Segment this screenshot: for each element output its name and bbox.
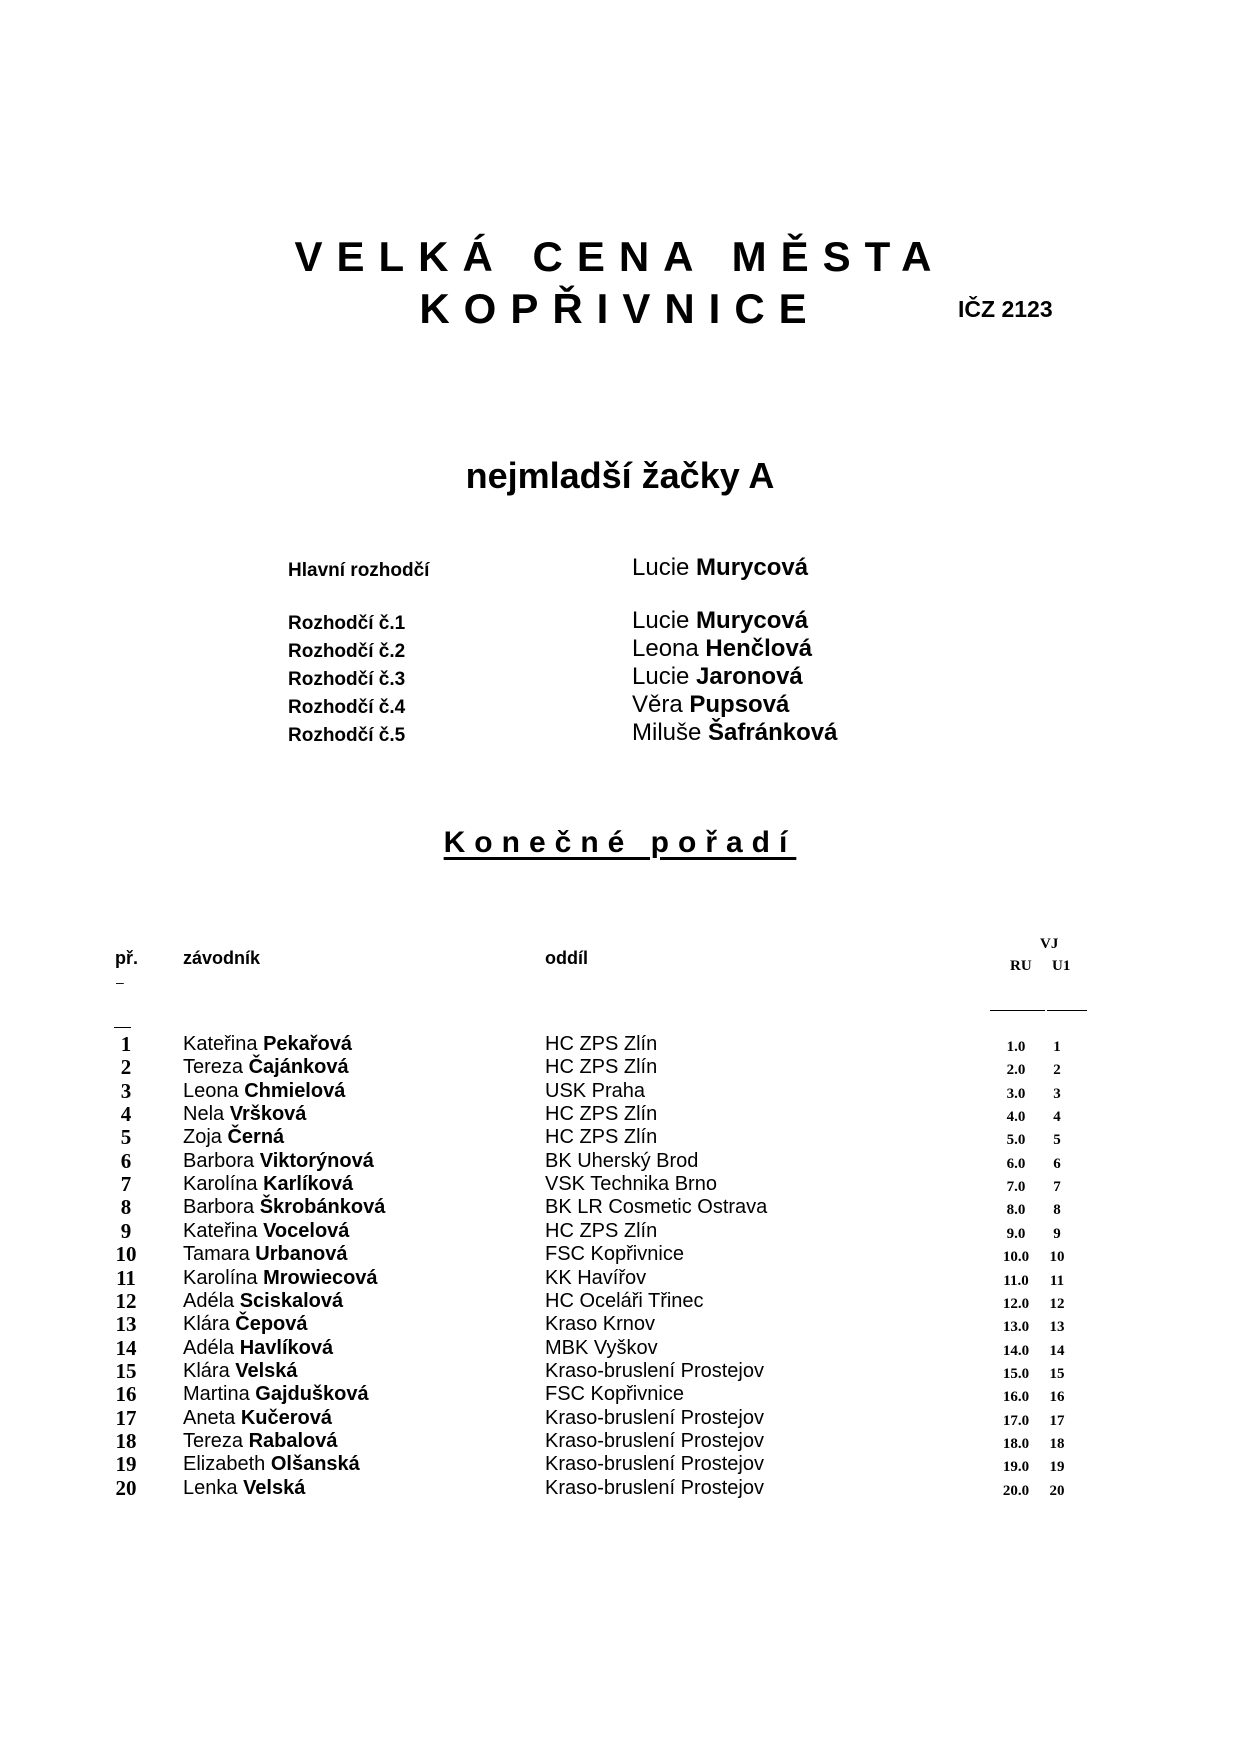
table-row (0, 1360, 1240, 1383)
u1-cell: 16 (1049, 1389, 1065, 1406)
skater-name-cell (183, 1080, 345, 1103)
club-cell: Kraso-bruslení Prostejov (545, 1429, 764, 1452)
club-cell: Kraso-bruslení Prostejov (545, 1359, 764, 1382)
header-rule-ru (990, 1010, 1045, 1011)
referee-first-name: Lucie (632, 554, 690, 581)
referee-last-name: Šafránková (708, 719, 838, 746)
header-rule-pos (114, 1027, 131, 1028)
skater-name-cell (183, 1103, 306, 1126)
skater-name-cell (183, 1290, 343, 1313)
column-header-group: VJ (1040, 936, 1059, 952)
skater-last-name: Velská (243, 1476, 306, 1499)
skater-last-name: Čepová (235, 1313, 308, 1336)
column-header-u1: U1 (1052, 958, 1071, 974)
table-row (0, 1150, 1240, 1173)
ru-cell: 7.0 (1006, 1179, 1026, 1196)
skater-name-cell (183, 1056, 349, 1079)
judge-name (632, 719, 837, 747)
rank-cell: 8 (120, 1195, 132, 1220)
table-row (0, 1453, 1240, 1476)
chief-referee-role: Hlavní rozhodčí (288, 560, 430, 581)
rank-cell: 18 (115, 1428, 137, 1453)
skater-first-name: Nela (183, 1103, 225, 1126)
table-row (0, 1407, 1240, 1430)
skater-name-cell (183, 1267, 378, 1290)
ru-cell: 13.0 (1002, 1319, 1030, 1336)
u1-cell: 8 (1053, 1202, 1061, 1219)
club-cell: USK Praha (545, 1079, 646, 1102)
u1-cell: 2 (1053, 1062, 1061, 1079)
ru-cell: 9.0 (1006, 1225, 1026, 1242)
u1-cell: 20 (1049, 1482, 1065, 1499)
table-row (0, 1290, 1240, 1313)
skater-first-name: Aneta (183, 1406, 236, 1429)
table-row (0, 1337, 1240, 1360)
u1-cell: 17 (1049, 1412, 1065, 1429)
skater-first-name: Klára (183, 1313, 230, 1336)
u1-cell: 7 (1053, 1179, 1061, 1196)
skater-first-name: Kateřina (183, 1219, 258, 1242)
u1-cell: 10 (1049, 1249, 1065, 1266)
referee-last-name: Pupsová (689, 691, 790, 718)
judge-name (632, 663, 803, 691)
referee-first-name: Lucie (632, 607, 690, 634)
category-title: nejmladší žačky A (465, 455, 775, 496)
club-cell: FSC Kopřivnice (545, 1243, 684, 1266)
skater-last-name: Velská (235, 1359, 298, 1382)
skater-name-cell (183, 1430, 338, 1453)
skater-last-name: Rabalová (248, 1429, 338, 1452)
ru-cell: 11.0 (1003, 1272, 1029, 1289)
rank-cell: 17 (115, 1405, 137, 1430)
skater-name-cell (183, 1477, 305, 1500)
skater-name-cell (183, 1313, 308, 1336)
u1-cell: 12 (1049, 1295, 1065, 1312)
u1-cell: 5 (1053, 1132, 1061, 1149)
referee-last-name: Henčlová (705, 635, 813, 662)
rank-cell: 1 (120, 1032, 132, 1056)
table-row (0, 1430, 1240, 1453)
rank-cell: 5 (120, 1125, 132, 1150)
skater-first-name: Barbora (183, 1149, 255, 1172)
rank-cell: 3 (120, 1078, 132, 1103)
referee-last-name: Murycová (696, 607, 809, 634)
header-dash: – (116, 974, 124, 990)
skater-last-name: Urbanová (255, 1243, 348, 1266)
table-row (0, 1477, 1240, 1500)
skater-last-name: Škrobánková (259, 1196, 386, 1219)
skater-name-cell (183, 1337, 333, 1360)
skater-last-name: Vocelová (263, 1219, 350, 1242)
skater-first-name: Adéla (183, 1336, 235, 1359)
ru-cell: 18.0 (1002, 1435, 1030, 1452)
skater-name-cell (183, 1220, 349, 1243)
ru-cell: 14.0 (1002, 1342, 1030, 1359)
judge-role: Rozhodčí č.5 (288, 725, 406, 746)
table-row (0, 1383, 1240, 1406)
referee-first-name: Lucie (632, 663, 690, 690)
referee-last-name: Jaronová (696, 663, 803, 690)
skater-last-name: Sciskalová (239, 1289, 344, 1312)
skater-first-name: Tereza (183, 1056, 244, 1079)
skater-last-name: Vršková (229, 1103, 307, 1126)
club-cell: HC Oceláři Třinec (545, 1289, 704, 1312)
u1-cell: 6 (1053, 1155, 1061, 1172)
skater-name-cell (183, 1407, 332, 1430)
u1-cell: 11 (1049, 1272, 1065, 1289)
club-cell: Kraso-bruslení Prostejov (545, 1453, 764, 1476)
table-row (0, 1080, 1240, 1103)
u1-cell: 4 (1053, 1109, 1061, 1126)
skater-name-cell (183, 1243, 348, 1266)
club-cell: FSC Kopřivnice (545, 1383, 684, 1406)
chief-referee-name (632, 554, 808, 582)
table-row (0, 1103, 1240, 1126)
club-cell: Kraso-bruslení Prostejov (545, 1476, 764, 1499)
club-cell: Kraso-bruslení Prostejov (545, 1406, 764, 1429)
ru-cell: 5.0 (1006, 1132, 1026, 1149)
judge-name (632, 691, 789, 719)
judge-name (632, 635, 812, 663)
ru-cell: 6.0 (1006, 1155, 1026, 1172)
ru-cell: 17.0 (1002, 1412, 1030, 1429)
skater-first-name: Karolína (183, 1266, 258, 1289)
rank-cell: 20 (115, 1475, 137, 1500)
skater-first-name: Elizabeth (183, 1453, 266, 1476)
club-cell: HC ZPS Zlín (545, 1126, 658, 1149)
column-header-ru: RU (1010, 958, 1032, 974)
table-row (0, 1173, 1240, 1196)
rank-cell: 15 (115, 1358, 137, 1383)
table-row (0, 1126, 1240, 1149)
club-cell: BK LR Cosmetic Ostrava (545, 1196, 768, 1219)
referee-last-name: Murycová (696, 554, 809, 581)
u1-cell: 9 (1053, 1225, 1061, 1242)
ru-cell: 12.0 (1002, 1295, 1030, 1312)
rank-cell: 16 (115, 1382, 137, 1407)
column-header-skater: závodník (183, 948, 261, 968)
judge-role: Rozhodčí č.2 (288, 641, 406, 662)
judge-role: Rozhodčí č.3 (288, 669, 406, 690)
table-row (0, 1033, 1240, 1056)
column-header-club: oddíl (545, 948, 588, 968)
u1-cell: 18 (1049, 1435, 1065, 1452)
skater-last-name: Chmielová (244, 1079, 346, 1102)
u1-cell: 14 (1049, 1342, 1065, 1359)
table-row (0, 1220, 1240, 1243)
u1-cell: 15 (1049, 1365, 1065, 1382)
ru-cell: 10.0 (1002, 1249, 1030, 1266)
table-row (0, 1196, 1240, 1219)
skater-last-name: Havlíková (239, 1336, 334, 1359)
rank-cell: 2 (120, 1055, 132, 1080)
skater-last-name: Viktorýnová (259, 1149, 374, 1172)
ru-cell: 8.0 (1006, 1202, 1026, 1219)
skater-name-cell (183, 1126, 284, 1149)
ru-cell: 15.0 (1002, 1365, 1030, 1382)
header-rule-u1 (1047, 1010, 1087, 1011)
skater-first-name: Zoja (183, 1126, 222, 1149)
skater-name-cell (183, 1150, 374, 1173)
skater-last-name: Pekařová (263, 1033, 353, 1055)
event-title-line1: VELKÁ CENA MĚSTA (294, 233, 946, 280)
u1-cell: 3 (1053, 1085, 1061, 1102)
skater-last-name: Karlíková (263, 1173, 354, 1196)
rank-cell: 6 (120, 1148, 132, 1173)
rank-cell: 7 (120, 1172, 132, 1197)
table-row (0, 1267, 1240, 1290)
skater-name-cell (183, 1196, 385, 1219)
table-row (0, 1243, 1240, 1266)
skater-first-name: Klára (183, 1359, 230, 1382)
club-cell: BK Uherský Brod (545, 1149, 699, 1172)
club-cell: HC ZPS Zlín (545, 1103, 658, 1126)
event-code: IČZ 2123 (958, 296, 1053, 322)
skater-name-cell (183, 1453, 360, 1476)
skater-first-name: Tereza (183, 1429, 244, 1452)
ru-cell: 4.0 (1006, 1109, 1026, 1126)
skater-name-cell (183, 1033, 352, 1056)
skater-first-name: Lenka (183, 1476, 238, 1499)
judge-role: Rozhodčí č.4 (288, 697, 406, 718)
skater-name-cell (183, 1173, 353, 1196)
skater-last-name: Mrowiecová (263, 1266, 378, 1289)
referee-first-name: Miluše (632, 719, 702, 746)
column-header-pos: př. (115, 948, 139, 968)
judge-role: Rozhodčí č.1 (288, 613, 406, 634)
skater-first-name: Tamara (183, 1243, 250, 1266)
skater-last-name: Gajdušková (255, 1383, 369, 1406)
skater-first-name: Karolína (183, 1173, 258, 1196)
referee-first-name: Leona (632, 635, 699, 662)
skater-last-name: Kučerová (240, 1406, 332, 1429)
skater-first-name: Martina (183, 1383, 250, 1406)
club-cell: VSK Technika Brno (545, 1173, 717, 1196)
ru-cell: 16.0 (1002, 1389, 1030, 1406)
rank-cell: 14 (115, 1335, 137, 1360)
rank-cell: 13 (115, 1312, 137, 1337)
club-cell: MBK Vyškov (545, 1336, 658, 1359)
results-title: Konečné pořadí (443, 826, 797, 859)
skater-first-name: Leona (183, 1079, 239, 1102)
u1-cell: 13 (1049, 1319, 1065, 1336)
skater-first-name: Adéla (183, 1289, 235, 1312)
rank-cell: 12 (115, 1288, 137, 1313)
rank-cell: 10 (115, 1242, 137, 1267)
judge-name (632, 607, 808, 635)
skater-name-cell (183, 1360, 298, 1383)
club-cell: KK Havířov (545, 1266, 647, 1289)
skater-last-name: Černá (227, 1126, 285, 1149)
event-title-line2: KOPŘIVNICE (419, 285, 821, 332)
table-row (0, 1313, 1240, 1336)
ru-cell: 1.0 (1006, 1039, 1026, 1055)
u1-cell: 19 (1049, 1459, 1065, 1476)
skater-last-name: Olšanská (270, 1453, 360, 1476)
u1-cell: 1 (1053, 1039, 1061, 1055)
table-row (0, 1056, 1240, 1079)
club-cell: Kraso Krnov (545, 1313, 656, 1336)
ru-cell: 19.0 (1002, 1459, 1030, 1476)
referee-first-name: Věra (632, 691, 683, 718)
skater-name-cell (183, 1383, 369, 1406)
rank-cell: 19 (115, 1452, 137, 1477)
rank-cell: 11 (116, 1265, 136, 1290)
skater-first-name: Barbora (183, 1196, 255, 1219)
rank-cell: 4 (120, 1102, 132, 1127)
ru-cell: 3.0 (1006, 1085, 1026, 1102)
ru-cell: 20.0 (1002, 1482, 1030, 1499)
club-cell: HC ZPS Zlín (545, 1219, 658, 1242)
ru-cell: 2.0 (1006, 1062, 1026, 1079)
skater-last-name: Čajánková (248, 1056, 349, 1079)
skater-first-name: Kateřina (183, 1033, 258, 1055)
club-cell: HC ZPS Zlín (545, 1033, 658, 1055)
club-cell: HC ZPS Zlín (545, 1056, 658, 1079)
rank-cell: 9 (120, 1218, 132, 1243)
